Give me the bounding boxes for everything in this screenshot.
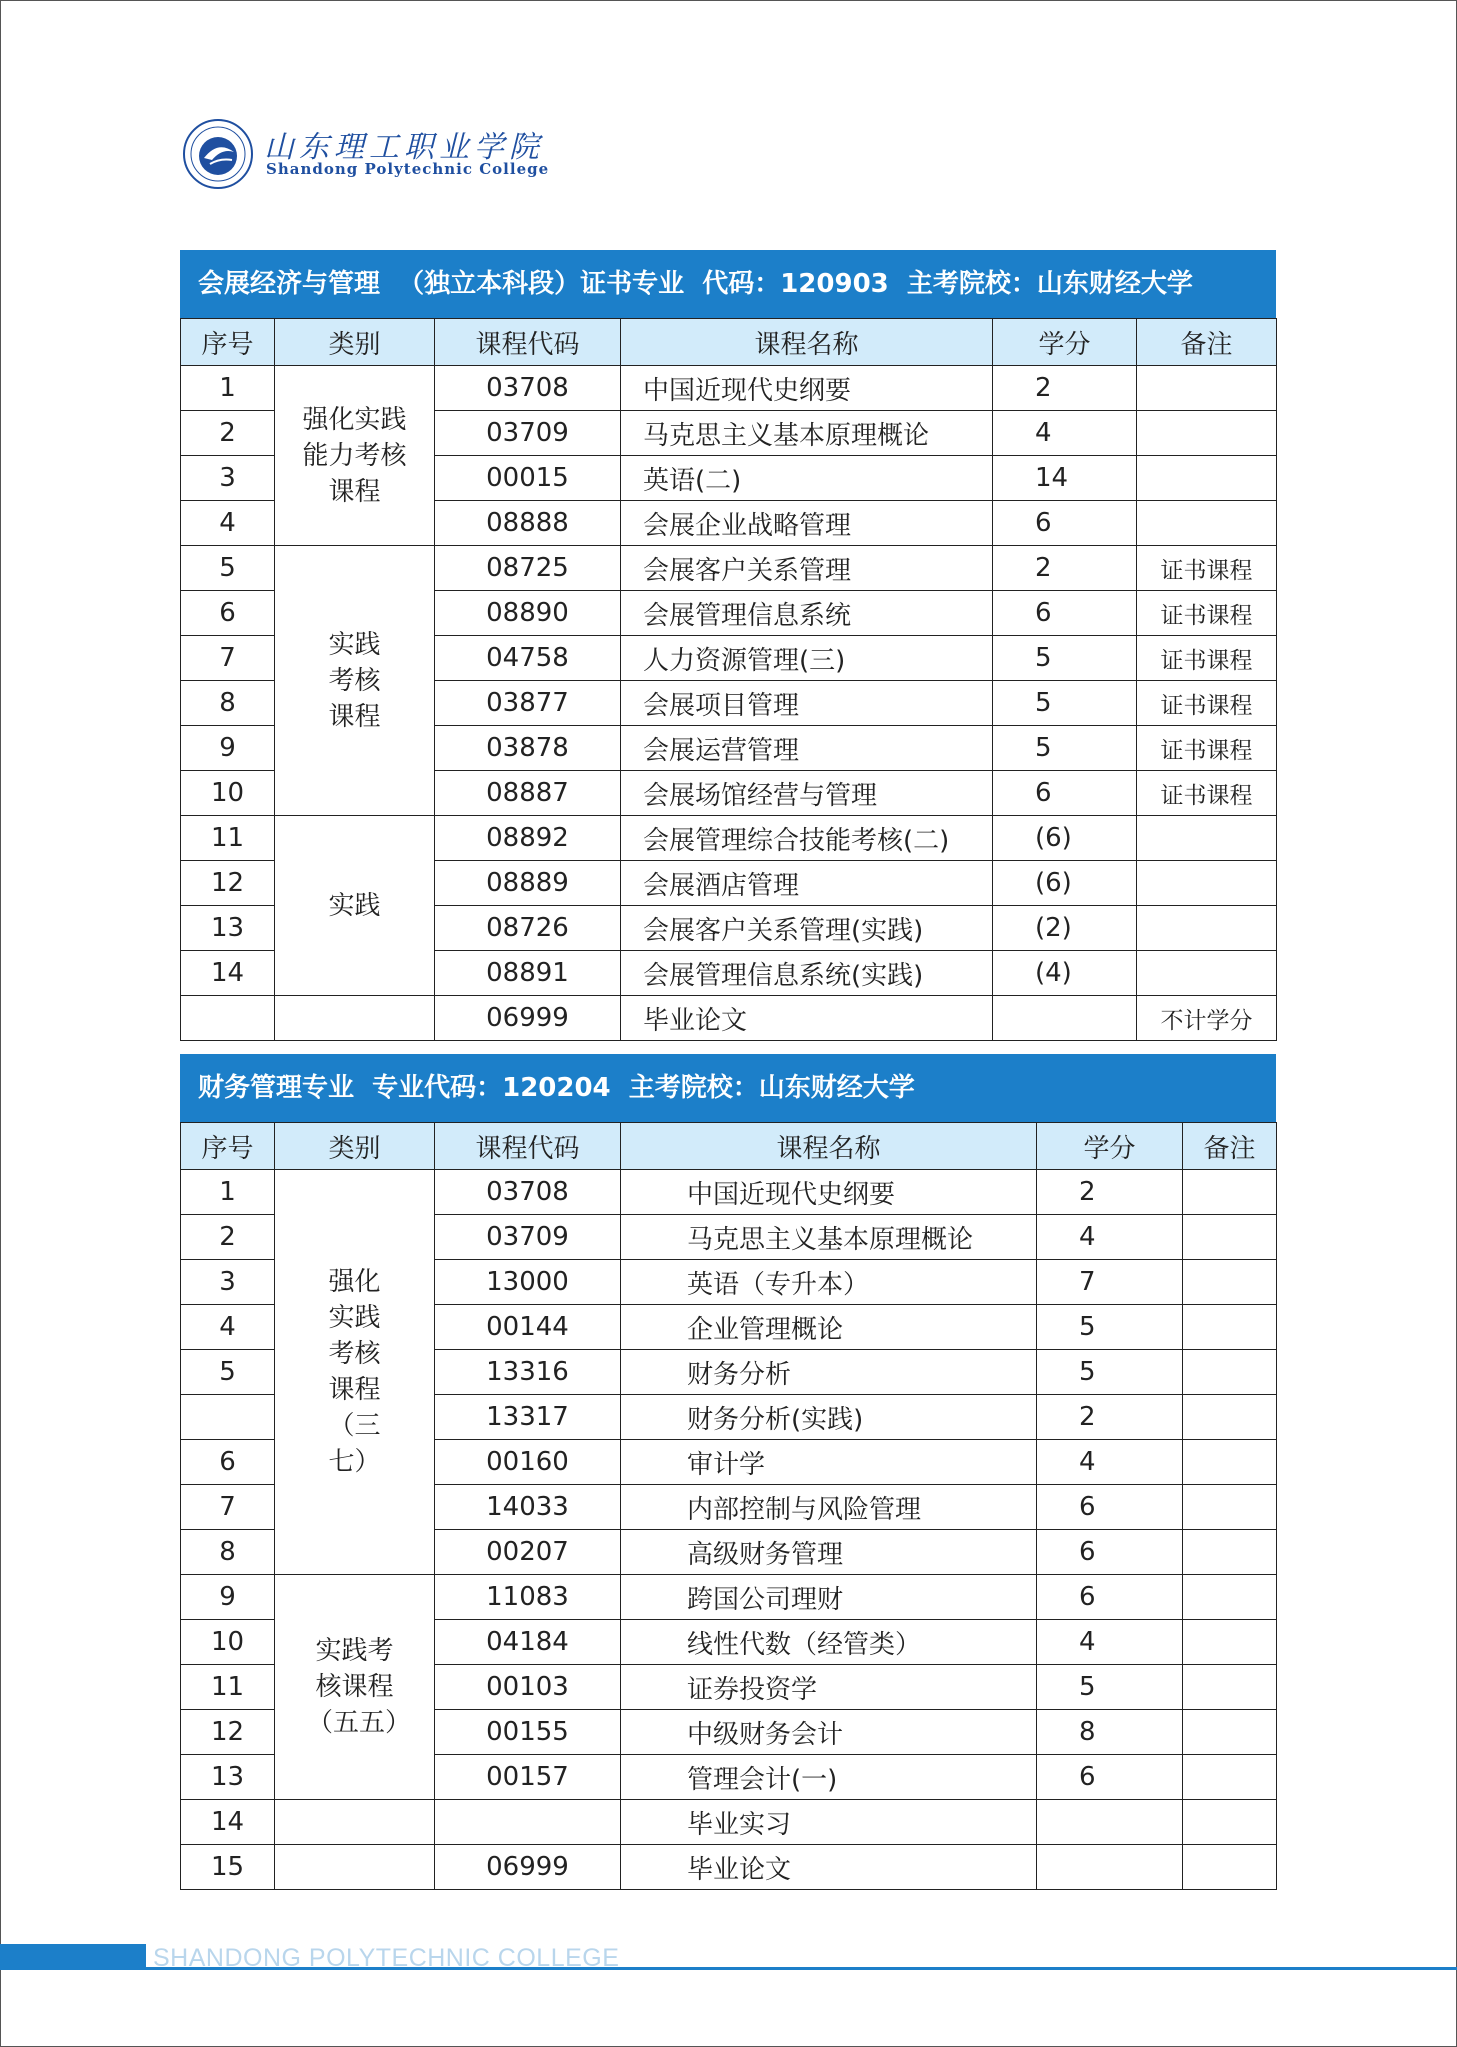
course-code: 00155 (435, 1710, 621, 1755)
course-credit: (6) (993, 861, 1137, 906)
logo-chinese-name: 山东理工职业学院 (264, 130, 544, 165)
course-code: 06999 (435, 996, 621, 1041)
row-number: 1 (181, 1170, 275, 1215)
course-note (1137, 411, 1277, 456)
row-number: 12 (181, 1710, 275, 1755)
course-code: 08892 (435, 816, 621, 861)
category-cell: 强化实践能力考核课程 (275, 366, 435, 546)
row-number: 14 (181, 951, 275, 996)
course-note (1183, 1215, 1277, 1260)
row-number: 6 (181, 1440, 275, 1485)
course-credit: 4 (993, 411, 1137, 456)
course-name: 会展客户关系管理 (621, 546, 993, 591)
col-header-note: 备注 (1137, 319, 1277, 366)
course-code: 08888 (435, 501, 621, 546)
footer-accent-bar (0, 1944, 146, 1970)
course-credit: 5 (993, 681, 1137, 726)
row-number: 3 (181, 456, 275, 501)
course-code: 08890 (435, 591, 621, 636)
course-name: 会展客户关系管理(实践) (621, 906, 993, 951)
table-row (181, 996, 1277, 1041)
course-code: 03708 (435, 1170, 621, 1215)
course-name: 跨国公司理财 (621, 1575, 1037, 1620)
course-note: 证书课程 (1137, 681, 1277, 726)
course-name: 会展酒店管理 (621, 861, 993, 906)
course-note (1183, 1710, 1277, 1755)
course-credit: 8 (1037, 1710, 1183, 1755)
course-credit: 6 (1037, 1485, 1183, 1530)
course-code: 08891 (435, 951, 621, 996)
course-name: 中级财务会计 (621, 1710, 1037, 1755)
course-code: 03708 (435, 366, 621, 411)
course-note: 证书课程 (1137, 726, 1277, 771)
course-note (1183, 1485, 1277, 1530)
course-name: 毕业实习 (621, 1800, 1037, 1845)
course-credit: 6 (993, 771, 1137, 816)
course-note (1183, 1800, 1277, 1845)
logo-english-name: Shandong Polytechnic College (266, 160, 550, 178)
course-table-finance (180, 1054, 1276, 1890)
course-code: 04184 (435, 1620, 621, 1665)
col-header-credit: 学分 (1037, 1123, 1183, 1170)
course-note (1137, 951, 1277, 996)
course-credit: (6) (993, 816, 1137, 861)
course-code: 00160 (435, 1440, 621, 1485)
category-cell-empty (275, 1845, 435, 1890)
course-name: 证券投资学 (621, 1665, 1037, 1710)
course-note (1183, 1260, 1277, 1305)
course-credit: 5 (993, 636, 1137, 681)
college-logo (182, 118, 550, 190)
col-header-no: 序号 (181, 319, 275, 366)
row-number: 10 (181, 771, 275, 816)
course-name: 会展运营管理 (621, 726, 993, 771)
category-cell-empty (275, 1800, 435, 1845)
course-name: 中国近现代史纲要 (621, 366, 993, 411)
course-note (1137, 906, 1277, 951)
table-row (181, 1800, 1277, 1845)
col-header-name: 课程名称 (621, 1123, 1037, 1170)
course-name: 财务分析 (621, 1350, 1037, 1395)
course-code: 06999 (435, 1845, 621, 1890)
course-note: 不计学分 (1137, 996, 1277, 1041)
course-name: 高级财务管理 (621, 1530, 1037, 1575)
col-header-category: 类别 (275, 1123, 435, 1170)
course-table-exhibition (180, 250, 1276, 1041)
row-number: 11 (181, 1665, 275, 1710)
table-title: 会展经济与管理 （独立本科段）证书专业 代码：120903 主考院校：山东财经大学 (180, 250, 1276, 318)
col-header-note: 备注 (1183, 1123, 1277, 1170)
course-code: 03878 (435, 726, 621, 771)
row-number: 3 (181, 1260, 275, 1305)
course-code: 03877 (435, 681, 621, 726)
col-header-category: 类别 (275, 319, 435, 366)
table-row (181, 366, 1277, 411)
row-number: 1 (181, 366, 275, 411)
course-credit: 6 (1037, 1755, 1183, 1800)
col-header-no: 序号 (181, 1123, 275, 1170)
course-code: 00103 (435, 1665, 621, 1710)
course-name: 英语(二) (621, 456, 993, 501)
course-note: 证书课程 (1137, 636, 1277, 681)
course-credit: 14 (993, 456, 1137, 501)
course-name: 中国近现代史纲要 (621, 1170, 1037, 1215)
table-header-row (181, 1123, 1277, 1170)
course-code: 00207 (435, 1530, 621, 1575)
course-credit: 5 (1037, 1350, 1183, 1395)
course-note: 证书课程 (1137, 546, 1277, 591)
course-code: 00015 (435, 456, 621, 501)
course-name: 会展场馆经营与管理 (621, 771, 993, 816)
course-credit: 5 (993, 726, 1137, 771)
row-number: 5 (181, 546, 275, 591)
category-cell-empty (275, 996, 435, 1041)
course-credit: 4 (1037, 1215, 1183, 1260)
table-row (181, 546, 1277, 591)
course-credit: 5 (1037, 1305, 1183, 1350)
course-credit: 4 (1037, 1440, 1183, 1485)
col-header-name: 课程名称 (621, 319, 993, 366)
course-name: 线性代数（经管类） (621, 1620, 1037, 1665)
category-cell: 实践考核课程（五五） (275, 1575, 435, 1800)
course-credit: 6 (993, 591, 1137, 636)
course-note (1137, 456, 1277, 501)
row-number: 6 (181, 591, 275, 636)
table-row (181, 1170, 1277, 1215)
course-note (1183, 1665, 1277, 1710)
table-header-row (181, 319, 1277, 366)
course-code: 03709 (435, 1215, 621, 1260)
course-code: 08726 (435, 906, 621, 951)
course-code: 13317 (435, 1395, 621, 1440)
course-name: 人力资源管理(三) (621, 636, 993, 681)
course-table (180, 1122, 1277, 1890)
course-note (1137, 816, 1277, 861)
row-number: 5 (181, 1350, 275, 1395)
row-number: 8 (181, 1530, 275, 1575)
course-name: 管理会计(一) (621, 1755, 1037, 1800)
row-number: 9 (181, 1575, 275, 1620)
category-cell: 实践 (275, 816, 435, 996)
course-code: 08889 (435, 861, 621, 906)
course-name: 会展企业战略管理 (621, 501, 993, 546)
row-number: 7 (181, 1485, 275, 1530)
course-credit: 6 (1037, 1530, 1183, 1575)
course-note (1183, 1845, 1277, 1890)
col-header-code: 课程代码 (435, 319, 621, 366)
row-number: 2 (181, 411, 275, 456)
footer-college-name: SHANDONG POLYTECHNIC COLLEGE (153, 1944, 620, 1972)
row-number: 13 (181, 906, 275, 951)
row-number: 10 (181, 1620, 275, 1665)
course-name: 会展管理综合技能考核(二) (621, 816, 993, 861)
course-note (1183, 1170, 1277, 1215)
row-number: 11 (181, 816, 275, 861)
course-credit: 6 (993, 501, 1137, 546)
row-number: 4 (181, 501, 275, 546)
row-number: 8 (181, 681, 275, 726)
course-credit: 2 (993, 366, 1137, 411)
course-credit: 2 (1037, 1395, 1183, 1440)
row-number (181, 996, 275, 1041)
course-credit: (4) (993, 951, 1137, 996)
course-name: 审计学 (621, 1440, 1037, 1485)
col-header-credit: 学分 (993, 319, 1137, 366)
course-name: 会展项目管理 (621, 681, 993, 726)
course-credit (1037, 1800, 1183, 1845)
course-name: 毕业论文 (621, 1845, 1037, 1890)
course-note (1183, 1530, 1277, 1575)
course-note (1183, 1305, 1277, 1350)
course-code: 04758 (435, 636, 621, 681)
course-code: 13316 (435, 1350, 621, 1395)
course-note (1183, 1575, 1277, 1620)
row-number (181, 1395, 275, 1440)
course-name: 马克思主义基本原理概论 (621, 411, 993, 456)
course-note: 证书课程 (1137, 771, 1277, 816)
course-code: 08725 (435, 546, 621, 591)
row-number: 7 (181, 636, 275, 681)
course-name: 会展管理信息系统(实践) (621, 951, 993, 996)
course-name: 马克思主义基本原理概论 (621, 1215, 1037, 1260)
course-credit (993, 996, 1137, 1041)
course-code: 08887 (435, 771, 621, 816)
course-credit: 6 (1037, 1575, 1183, 1620)
course-credit: 4 (1037, 1620, 1183, 1665)
course-code (435, 1800, 621, 1845)
row-number: 2 (181, 1215, 275, 1260)
course-code: 11083 (435, 1575, 621, 1620)
course-note (1183, 1620, 1277, 1665)
course-credit (1037, 1845, 1183, 1890)
table-row (181, 1845, 1277, 1890)
course-name: 内部控制与风险管理 (621, 1485, 1037, 1530)
row-number: 12 (181, 861, 275, 906)
course-name: 企业管理概论 (621, 1305, 1037, 1350)
table-title: 财务管理专业 专业代码：120204 主考院校：山东财经大学 (180, 1054, 1276, 1122)
category-cell: 实践考核课程 (275, 546, 435, 816)
category-cell: 强化实践考核课程（三七） (275, 1170, 435, 1575)
course-name: 英语（专升本） (621, 1260, 1037, 1305)
course-credit: 7 (1037, 1260, 1183, 1305)
course-note (1183, 1440, 1277, 1485)
course-code: 00157 (435, 1755, 621, 1800)
course-name: 会展管理信息系统 (621, 591, 993, 636)
course-note (1183, 1755, 1277, 1800)
course-name: 毕业论文 (621, 996, 993, 1041)
course-credit: (2) (993, 906, 1137, 951)
table-row (181, 1575, 1277, 1620)
course-note (1183, 1350, 1277, 1395)
course-note (1137, 501, 1277, 546)
row-number: 4 (181, 1305, 275, 1350)
course-code: 00144 (435, 1305, 621, 1350)
course-note (1137, 366, 1277, 411)
col-header-code: 课程代码 (435, 1123, 621, 1170)
course-code: 13000 (435, 1260, 621, 1305)
course-credit: 5 (1037, 1665, 1183, 1710)
row-number: 13 (181, 1755, 275, 1800)
course-table (180, 318, 1277, 1041)
college-emblem-icon (182, 118, 254, 190)
course-code: 14033 (435, 1485, 621, 1530)
course-code: 03709 (435, 411, 621, 456)
row-number: 15 (181, 1845, 275, 1890)
course-note (1183, 1395, 1277, 1440)
course-credit: 2 (1037, 1170, 1183, 1215)
course-credit: 2 (993, 546, 1137, 591)
course-note: 证书课程 (1137, 591, 1277, 636)
row-number: 14 (181, 1800, 275, 1845)
row-number: 9 (181, 726, 275, 771)
course-note (1137, 861, 1277, 906)
course-name: 财务分析(实践) (621, 1395, 1037, 1440)
table-row (181, 816, 1277, 861)
